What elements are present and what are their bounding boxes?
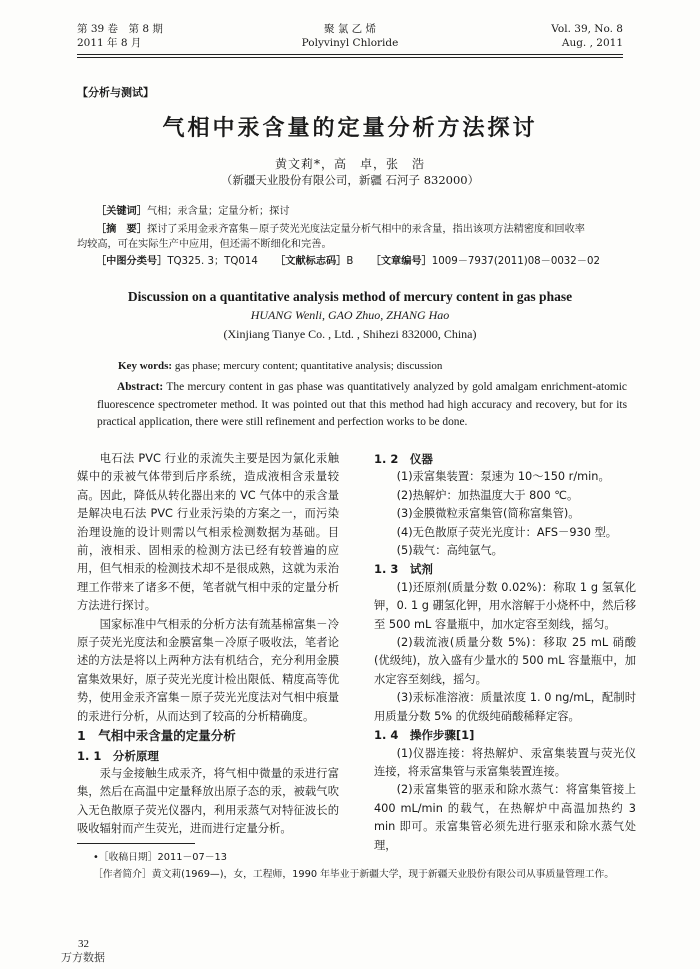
instrument-item: (2)热解炉：加热温度大于 800 ℃。 [396,488,579,502]
section-heading-1: 1 气相中汞含量的定量分析 [77,728,236,744]
keywords-cn: ［关键词］气相；汞含量；定量分析；探讨 [96,206,290,217]
english-title: Discussion on a quantitative analysis method of mercury content in gas phase [127,289,573,304]
watermark: 万方数据 [61,951,105,964]
english-authors: HUANG Wenli, GAO Zhuo, ZHANG Hao [250,308,450,322]
step-item: (1)仪器连接：将热解炉、汞富集装置与荧光仪连接，将汞富集管与汞富集装置连接。 [374,746,636,778]
author-bio: ［作者简介］黄文莉(1969—)，女，工程师，1990 年毕业于新疆大学，现于新疆天业股份有限公司从事质量管理工作。 [93,869,615,880]
received-date: •［收稿日期］2011－07－13 [93,852,228,863]
journal-name: 聚 氯 乙 烯 Polyvinyl Chloride [301,23,399,49]
section-tag: 【分析与测试】 [77,86,154,99]
journal-volume: 第 39 卷 第 8 期 2011 年 8 月 [77,23,163,49]
affiliation: （新疆天业股份有限公司，新疆 石河子 832000） [220,173,480,187]
left-column [77,450,339,839]
reagent-item: (3)汞标准溶液：质量浓度 1. 0 ng/mL，配制时用质量分数 5% 的优级纯硝酸稀释定容。 [374,691,636,723]
instrument-item: (4)无色散原子荧光光度计：AFS－930 型。 [396,525,618,539]
reagent-item: (2)载流液(质量分数 5%)：移取 25 mL 硝酸(优级纯)，放入盛有少量水的 500 mL 容量瓶中，加水定容至刻线，摇匀。 [374,636,636,686]
reagent-item: (1)还原剂(质量分数 0.02%)：称取 1 g 氢氧化钾，0. 1 g 硼氢化钾，用水溶解于小烧杯中，然后移至 500 mL 容量瓶中，加水定容至刻线，摇匀。 [374,580,636,631]
subsection-heading-1-4: 1. 4 操作步骤[1] [374,728,475,743]
subsection-heading-1-3: 1. 3 试剂 [374,562,433,577]
subsection-heading-1-1: 1. 1 分析原理 [77,748,159,763]
journal-volume-en: Vol. 39, No. 8 Aug. , 2011 [551,23,623,49]
step-item: (2)汞富集管的驱汞和除水蒸气：将富集管接上 400 mL/min 的载气，在热解炉中高温加热约 3 min 即可。汞富集管必须先进行驱汞和除水蒸气处理， [374,783,636,852]
intro-paragraph-2: 国家标准中气相汞的分析方法有巯基棉富集－冷原子荧光光度法和金膜富集－冷原子吸收法，笔者论述的方法是将以上两种方法有机结合，充分利用金膜富集效果好，原子荧光光度计检出限低、精度高等优势，使用金汞齐富集－原子荧光光度法对气相中痕量的汞进行分析，从而达到了较高的分析精确度。 [77,617,339,723]
paper-title: 气相中汞含量的定量分析方法探讨 [162,115,538,141]
instrument-item: (1)汞富集装置：泵速为 10～150 r/min。 [396,470,610,484]
right-column [374,450,636,855]
principle-paragraph: 汞与金接触生成汞齐，将气相中微量的汞进行富集，然后在高温中定量释放出原子态的汞，被载气吹入无色散原子荧光仪器内，利用汞蒸气对特征波长的吸收辐射而产生荧光，进而进行定量分析。 [77,766,339,836]
subsection-heading-1-2: 1. 2 仪器 [374,452,433,466]
page-number: 32 [78,938,89,950]
header-rule-bottom [77,57,623,58]
authors: 黄文莉*，高 卓，张 浩 [274,157,425,171]
header-rule-top [77,54,623,55]
english-affiliation: (Xinjiang Tianye Co. , Ltd. , Shihezi 832000, China) [223,327,477,341]
instrument-item: (5)载气：高纯氩气。 [396,544,503,558]
classification-line: ［中图分类号］TQ325. 3；TQ014 ［文献标志码］B ［文章编号］1009－7937(2011)08－0032－02 [96,256,600,267]
english-keywords: Key words: gas phase; mercury content; quantitative analysis; discussion [118,360,443,372]
footnote-rule [77,843,195,844]
instrument-item: (3)金膜微粒汞富集管(简称富集管)。 [396,507,580,521]
intro-paragraph-1: 电石法 PVC 行业的汞流失主要是因为氯化汞触媒中的汞被气体带到后序系统，造成液相含汞量较高。因此，降低从转化器出来的 VC 气体中的汞含量是解决电石法 PVC 行业汞污染的方案之一，而污染治理设施的设计则需以气相汞检测数据为基础。目前，液相汞、固相汞的检测方法已经有较普遍的应用，但气相汞的检测技术却不是很成熟，这就为汞治理工作带来了诸多不便，笔者就气相中汞的定量分析方法进行探讨。 [77,452,339,613]
english-abstract: Abstract: The mercury content in gas phase was quantitatively analyzed by gold amalgam enrichment-atomic fluorescence spectrometer method. It was pointed out that this method had high accuracy and recovery, but for its practical application, there were still refinement and perfection works to be done. [97,381,627,428]
abstract-cn: ［摘 要］探讨了采用金汞齐富集－原子荧光光度法定量分析气相中的汞含量，指出该项方法精密度和回收率 均较高，可在实际生产中应用，但还需不断细化和完善。 [77,224,585,250]
